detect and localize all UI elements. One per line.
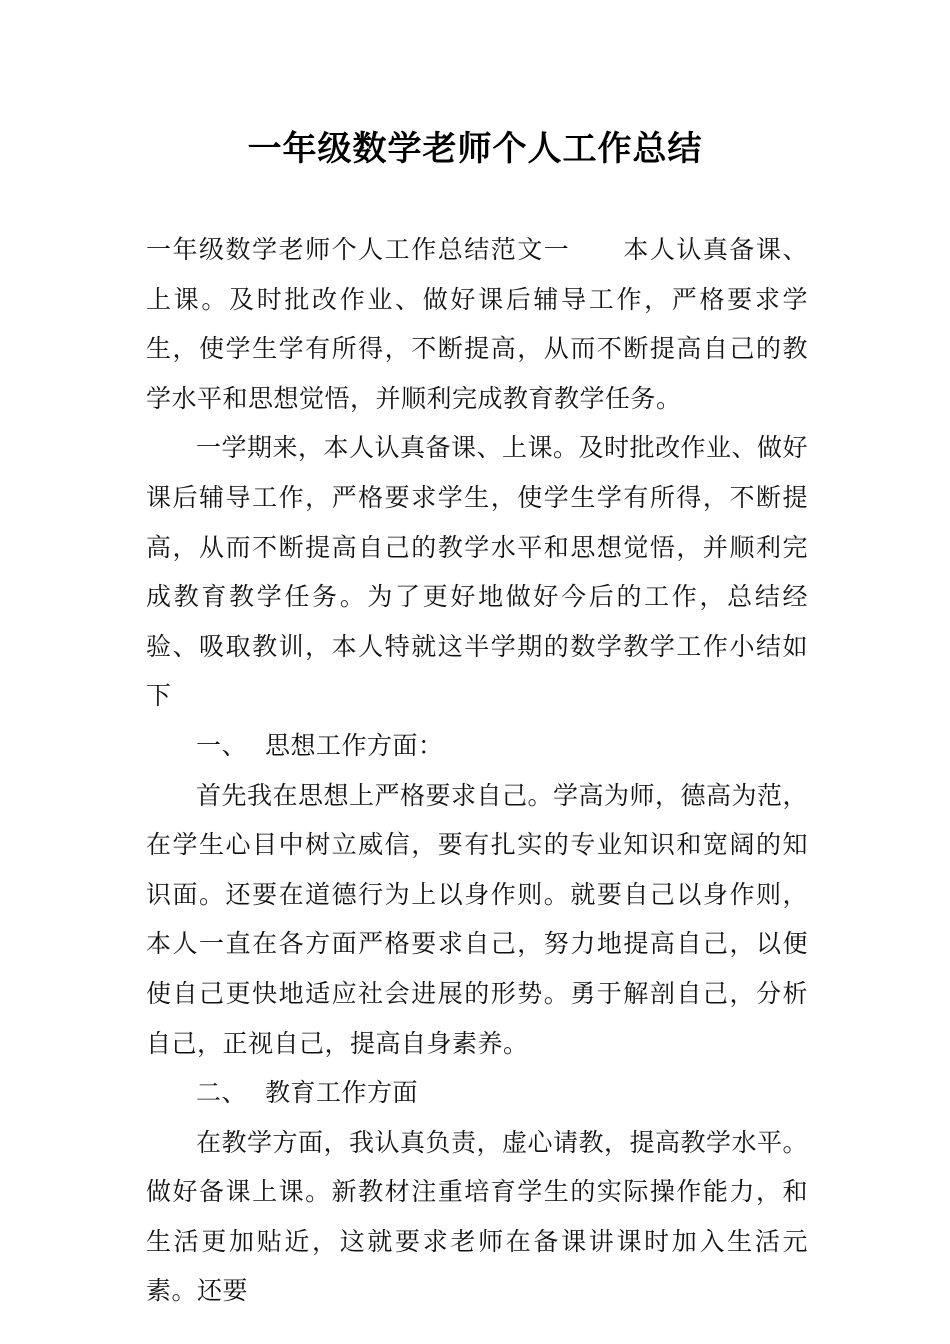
section-number-1: 一、 <box>196 730 248 760</box>
document-title: 一年级数学老师个人工作总结 <box>247 129 703 169</box>
section-title-2: 教育工作方面 <box>265 1078 419 1108</box>
section-title-1: 思想工作方面： <box>265 730 444 760</box>
document-body <box>146 225 808 1316</box>
paragraph-2: 首先我在思想上严格要求自己。学高为师，德高为范，在学生心目中树立威信，要有扎实的专业知识和宽阔的知识面。还要在道德行为上以身作则。就要自己以身作则，本人一直在各方面严格要求自己，努力地提高自己，以便使自己更快地适应社会进展的形势。勇于解剖自己，分析自己，正视自己，提高自身素养。 <box>146 780 809 1058</box>
section-heading-1 <box>146 721 808 771</box>
paragraph-1: 一学期来，本人认真备课、上课。及时批改作业、做好课后辅导工作，严格要求学生，使学生学有所得，不断提高，从而不断提高自己的教学水平和思想觉悟，并顺利完成教育教学任务。为了更好地做好今后的工作，总结经验、吸取教训，本人特就这半学期的数学教学工作小结如下 <box>146 433 809 711</box>
paragraph-3: 在教学方面，我认真负责，虚心请教，提高教学水平。做好备课上课。新教材注重培育学生的实际操作能力，和生活更加贴近，这就要求老师在备课讲课时加入生活元素。还要 <box>146 1127 809 1306</box>
intro-text: 本人认真备课、上课。及时批改作业、做好课后辅导工作，严格要求学生，使学生学有所得，不断提高，从而不断提高自己的教学水平和思想觉悟，并顺利完成教育教学任务。 <box>146 235 808 413</box>
section-number-2: 二、 <box>196 1078 248 1108</box>
section-heading-2 <box>146 1068 808 1118</box>
intro-paragraph <box>146 225 808 423</box>
intro-label: 一年级数学老师个人工作总结范文一 <box>146 235 571 264</box>
